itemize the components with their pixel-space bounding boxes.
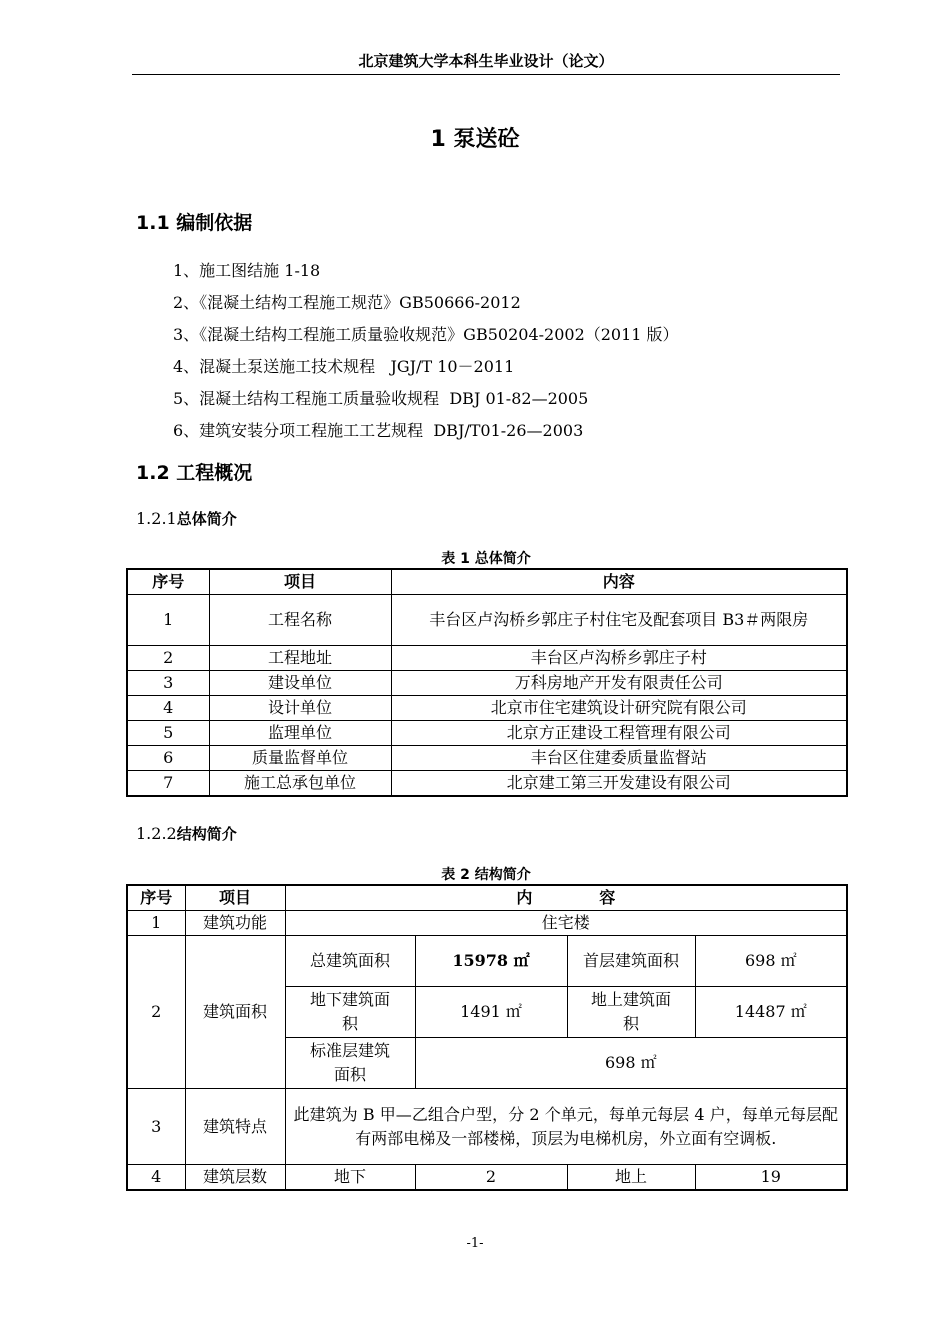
table2-caption: 表 2 结构简介 — [441, 867, 531, 883]
table-cell: 监理单位 — [209, 721, 391, 746]
table-header: 项目 — [185, 885, 285, 911]
table-cell: 3 — [127, 671, 209, 696]
reference-item: 6、建筑安装分项工程施工工艺规程 DBJ/T01-26—2003 — [173, 421, 584, 440]
subsection-heading-1-2-2 — [136, 823, 237, 844]
table-cell: 首层建筑面积 — [567, 936, 695, 987]
table-cell: 建筑面积 — [185, 936, 285, 1089]
page-number: -1- — [466, 1236, 484, 1251]
table-cell: 建筑功能 — [185, 911, 285, 936]
table-cell: 698 ㎡ — [695, 936, 847, 987]
table-cell: 丰台区住建委质量监督站 — [391, 746, 847, 771]
table-cell: 地下建筑面积 — [285, 987, 415, 1038]
header-rule — [132, 74, 840, 75]
table-cell: 工程地址 — [209, 646, 391, 671]
table-row — [127, 936, 847, 987]
table-cell: 4 — [127, 696, 209, 721]
overview-table — [126, 568, 848, 797]
subsection-heading-1-2-1 — [136, 508, 237, 529]
table-row — [127, 911, 847, 936]
table-cell: 7 — [127, 771, 209, 797]
subsection-title: 总体简介 — [176, 510, 237, 528]
table-row — [127, 721, 847, 746]
table-cell: 建设单位 — [209, 671, 391, 696]
table-cell: 设计单位 — [209, 696, 391, 721]
reference-item: 3、《混凝土结构工程施工质量验收规范》GB50204-2002（2011 版） — [173, 325, 679, 344]
table-cell: 丰台区卢沟桥乡郭庄子村 — [391, 646, 847, 671]
table-cell: 北京市住宅建筑设计研究院有限公司 — [391, 696, 847, 721]
table-cell: 14487 ㎡ — [695, 987, 847, 1038]
table-cell: 丰台区卢沟桥乡郭庄子村住宅及配套项目 B3＃两限房 — [391, 595, 847, 646]
table-cell: 2 — [415, 1165, 567, 1191]
table-cell: 1 — [127, 595, 209, 646]
table-cell: 地上 — [567, 1165, 695, 1191]
table-row — [127, 746, 847, 771]
table-cell: 住宅楼 — [285, 911, 847, 936]
table-cell: 万科房地产开发有限责任公司 — [391, 671, 847, 696]
table-row — [127, 671, 847, 696]
table-cell: 建筑层数 — [185, 1165, 285, 1191]
table-row — [127, 696, 847, 721]
table-cell: 2 — [127, 936, 185, 1089]
reference-item: 2、《混凝土结构工程施工规范》GB50666-2012 — [173, 293, 521, 312]
subsection-number: 1.2.1 — [136, 509, 177, 528]
table-header: 序号 — [127, 885, 185, 911]
structure-table — [126, 884, 848, 1191]
table-cell: 6 — [127, 746, 209, 771]
reference-item: 4、混凝土泵送施工技术规程 JGJ/T 10－2011 — [173, 357, 515, 376]
table-cell: 19 — [695, 1165, 847, 1191]
table-cell: 地下 — [285, 1165, 415, 1191]
section-heading-1-1: 1.1 编制依据 — [136, 212, 253, 234]
table-cell: 北京方正建设工程管理有限公司 — [391, 721, 847, 746]
table-cell: 698 ㎡ — [415, 1038, 847, 1089]
table-header: 序号 — [127, 569, 209, 595]
table-row — [127, 1165, 847, 1191]
table-cell: 此建筑为 B 甲—乙组合户型，分 2 个单元，每单元每层 4 户，每单元每层配有两部电梯及一部楼梯，顶层为电梯机房，外立面有空调板. — [285, 1089, 847, 1165]
table-cell: 标准层建筑面积 — [285, 1038, 415, 1089]
table-row — [127, 595, 847, 646]
table-header: 内容 — [391, 569, 847, 595]
chapter-title: 1 泵送砼 — [430, 127, 520, 152]
table-header: 项目 — [209, 569, 391, 595]
table-cell: 北京建工第三开发建设有限公司 — [391, 771, 847, 797]
subsection-title: 结构简介 — [176, 825, 237, 843]
reference-item: 1、施工图结施 1-18 — [173, 261, 321, 280]
table-cell: 1491 ㎡ — [415, 987, 567, 1038]
table-header: 内 容 — [285, 885, 847, 911]
table-row — [127, 646, 847, 671]
page-header: 北京建筑大学本科生毕业设计（论文） — [358, 52, 614, 70]
table-row — [127, 1089, 847, 1165]
table-cell: 4 — [127, 1165, 185, 1191]
table-cell: 1 — [127, 911, 185, 936]
table-cell: 工程名称 — [209, 595, 391, 646]
table-cell: 质量监督单位 — [209, 746, 391, 771]
reference-item: 5、混凝土结构工程施工质量验收规程 DBJ 01-82—2005 — [173, 389, 589, 408]
table-row — [127, 771, 847, 797]
subsection-number: 1.2.2 — [136, 824, 177, 843]
table-cell: 3 — [127, 1089, 185, 1165]
section-heading-1-2: 1.2 工程概况 — [136, 462, 253, 484]
table-cell: 2 — [127, 646, 209, 671]
table-cell: 15978 ㎡ — [415, 936, 567, 987]
table1-caption: 表 1 总体简介 — [441, 551, 531, 567]
table-cell: 总建筑面积 — [285, 936, 415, 987]
table-cell: 建筑特点 — [185, 1089, 285, 1165]
table-cell: 地上建筑面积 — [567, 987, 695, 1038]
table-cell: 5 — [127, 721, 209, 746]
table-cell: 施工总承包单位 — [209, 771, 391, 797]
